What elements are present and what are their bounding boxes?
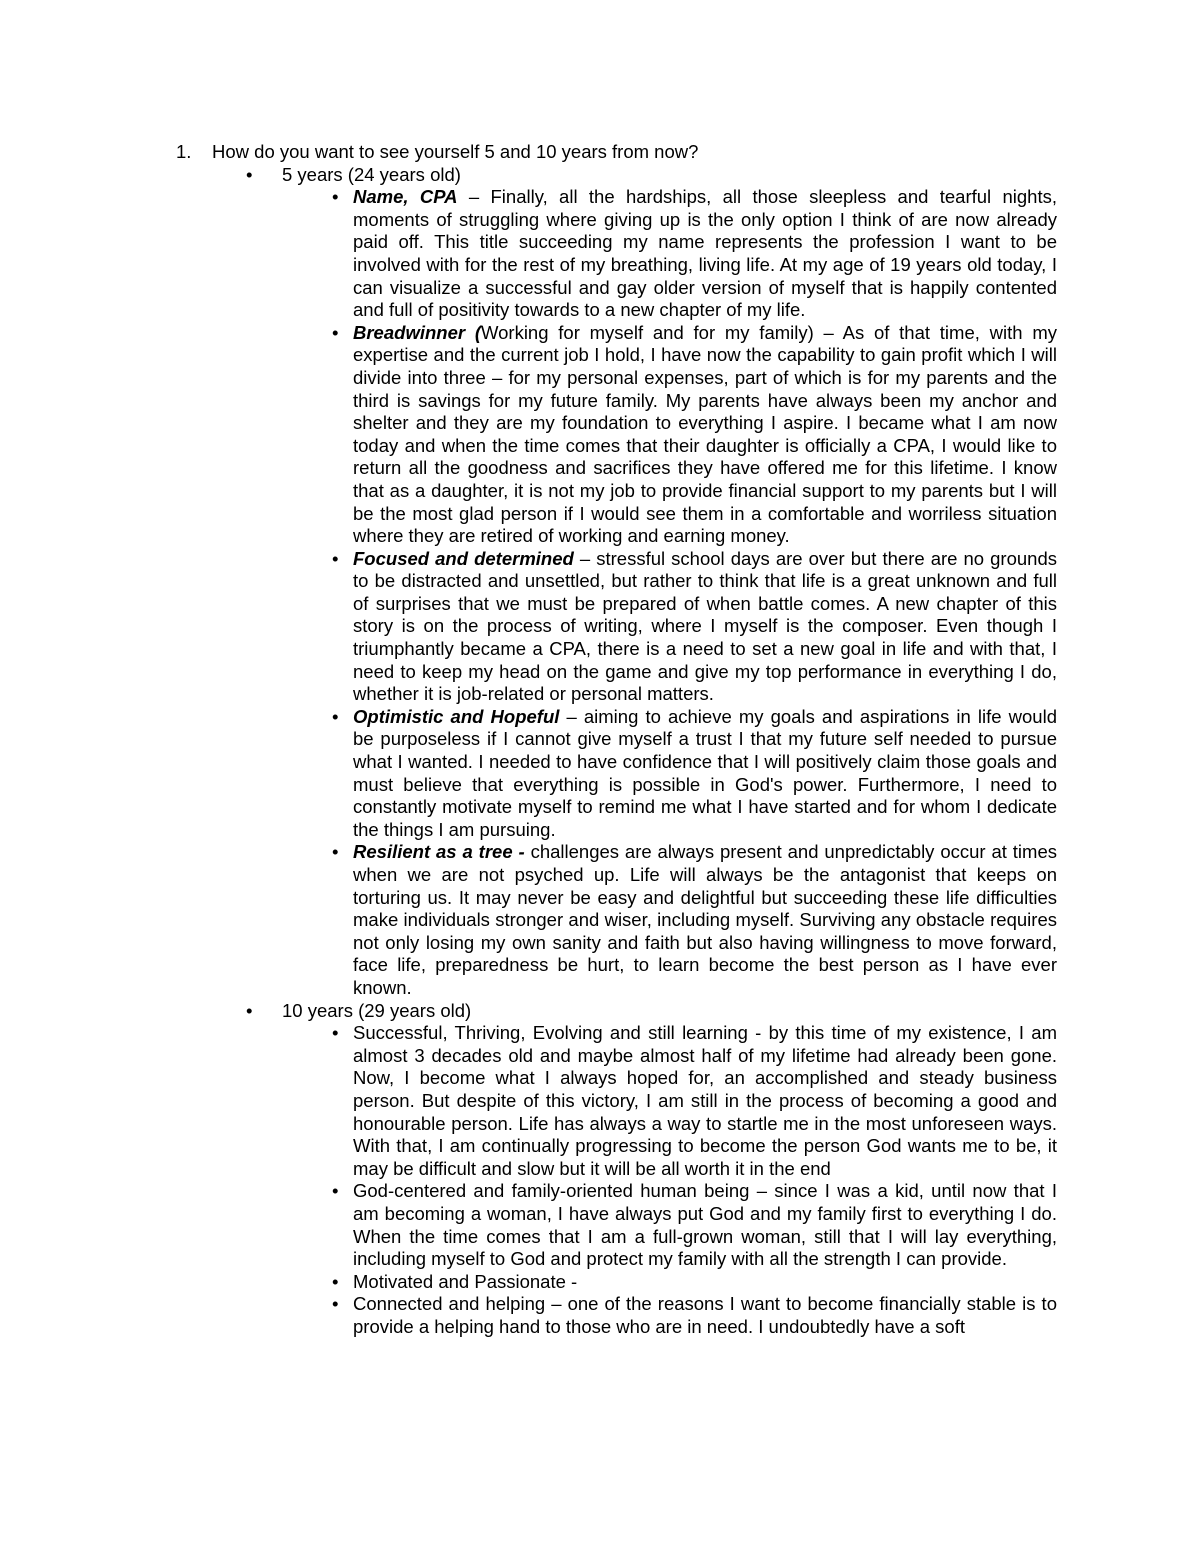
item-text: Working for myself and for my family) – As of that time, with my expertise and the current job I hold, I have now the capability to gain profit which I will divide into three – for my personal expenses, part of which is for my parents and the third is savings for my future family. My parents have always been my anchor and shelter and they are my foundation to everything I aspire. I became what I am now today and when the time comes that their daughter is officially a CPA, I would like to return all the goodness and sacrifices they have offered me for this lifetime. I know that as a daughter, it is not my job to provide financial support to my parents but I will be the most glad person if I would see them in a comfortable and worriless situation where they are retired of working and earning money. — [353, 321, 1057, 547]
item-term: Optimistic and Hopeful — [353, 705, 560, 727]
bullet-icon: • — [332, 1180, 339, 1202]
list-item-god-centered — [332, 1180, 1057, 1270]
section-heading-text: 5 years (24 years old) — [282, 163, 461, 185]
document-body — [176, 141, 1062, 1338]
item-text: – stressful school days are over but there are no grounds to be distracted and unsettled, but rather to think that life is a great unknown and full of surprises that we must be prepared of when battle comes. A new chapter of this story is on the process of writing, where I myself is the composer. Even though I triumphantly became a CPA, there is a need to set a new goal in life and with that, I need to keep my head on the game and give my top performance in everything I do, whether it is job-related or personal matters. — [353, 547, 1057, 705]
item-term: Name, CPA — [353, 186, 458, 208]
bullet-icon: • — [332, 1293, 339, 1315]
list-item-motivated — [332, 1270, 1057, 1294]
bullet-icon: • — [332, 1270, 339, 1292]
item-term: Breadwinner ( — [353, 321, 481, 343]
list-item-connected — [332, 1293, 1057, 1338]
list-item-resilient — [332, 841, 1057, 999]
section-heading-text: 10 years (29 years old) — [282, 999, 472, 1021]
bullet-icon: • — [332, 705, 339, 727]
section-list-10-years — [176, 1022, 1062, 1338]
list-item-focused — [332, 547, 1057, 706]
item-text: God-centered and family-oriented human being – since I was a kid, until now that I am becoming a woman, I have always put God and my family first to everything I do. When the time comes that I am a full-grown woman, still that I will lay everything, including myself to God and protect my family with all the strength I can provide. — [353, 1180, 1057, 1270]
item-text: challenges are always present and unpredictably occur at times when we are not psyched up. Life will always be the antagonist that keeps on torturing us. It may never be easy and delightful but succeeding these life difficulties make individuals stronger and wiser, including myself. Surviving any obstacle requires not only losing my own sanity and faith but also having willingness to move forward, face life, preparedness be hurt, to learn become the best person as I have ever known. — [353, 841, 1057, 998]
question-heading — [176, 141, 1062, 164]
question-text: How do you want to see yourself 5 and 10 years from now? — [212, 141, 699, 162]
bullet-icon: • — [332, 186, 339, 208]
question-number: 1. — [176, 141, 192, 162]
item-text: Successful, Thriving, Evolving and still learning - by this time of my existence, I am almost 3 decades old and maybe almost half of my lifetime had already been gone. Now, I become what I always hoped for, an accomplished and steady business person. But despite of this victory, I am still in the process of becoming a good and honourable person. Life has always a way to startle me in the most unforeseen ways. With that, I am continually progressing to become the person God wants me to be, it may be difficult and slow but it will be all worth it in the end — [353, 1022, 1057, 1179]
section-heading-10-years — [246, 999, 1062, 1023]
item-text: – Finally, all the hardships, all those sleepless and tearful nights, moments of struggling where giving up is the only option I think of are now already paid off. This title succeeding my name represents the profession I want to be involved with for the rest of my breathing, living life. At my age of 19 years old today, I can visualize a successful and gay older version of myself that is happily contented and full of positivity towards to a new chapter of my life. — [353, 186, 1057, 321]
item-text: – aiming to achieve my goals and aspirations in life would be purposeless if I cannot give myself a trust I that my future self needed to pursue what I wanted. I needed to have confidence that I will positively claim those goals and must believe that everything is possible in God's power. Furthermore, I need to constantly motivate myself to remind me what I have started and for whom I dedicate the things I am pursuing. — [353, 705, 1057, 840]
bullet-icon: • — [246, 163, 253, 185]
list-item-successful — [332, 1022, 1057, 1180]
list-item-name-cpa — [332, 186, 1057, 322]
item-term: Focused and determined — [353, 547, 574, 569]
section-heading-5-years — [246, 163, 1062, 187]
bullet-icon: • — [332, 547, 339, 569]
item-text: Connected and helping – one of the reasons I want to become financially stable is to provide a helping hand to those who are in need. I undoubtedly have a soft — [353, 1293, 1057, 1337]
item-term: Resilient as a tree - — [353, 841, 525, 863]
bullet-icon: • — [246, 999, 253, 1021]
list-item-optimistic — [332, 705, 1057, 842]
bullet-icon: • — [332, 321, 339, 343]
list-item-breadwinner — [332, 321, 1057, 548]
section-list-5-years — [176, 186, 1062, 999]
bullet-icon: • — [332, 1022, 339, 1044]
item-text: Motivated and Passionate - — [353, 1270, 578, 1292]
bullet-icon: • — [332, 841, 339, 863]
